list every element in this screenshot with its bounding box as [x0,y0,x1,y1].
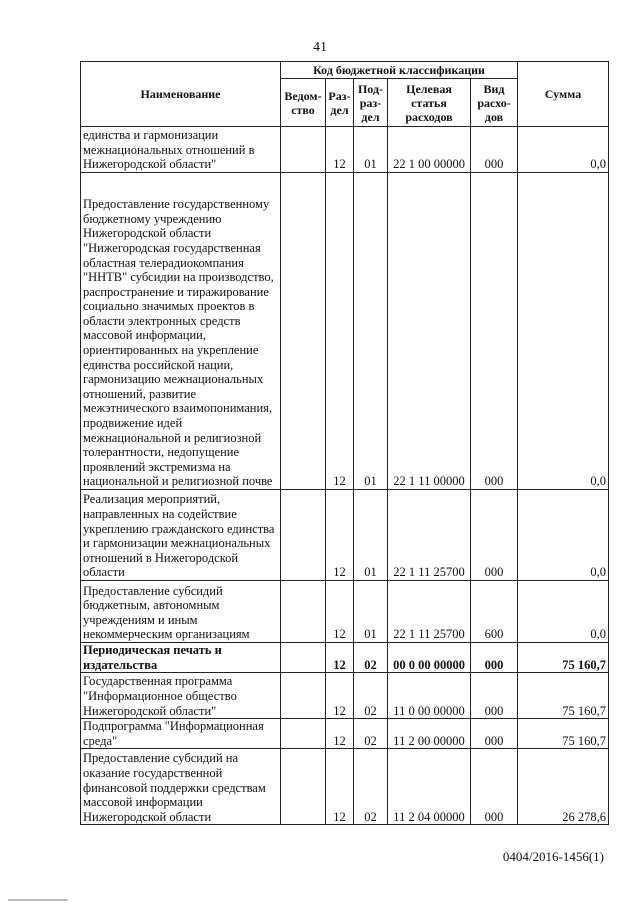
table-row [81,749,609,825]
department-cell [281,749,326,825]
expense-type-cell: 000 [471,719,518,749]
section-cell: 12 [326,719,354,749]
table-row [81,173,609,490]
header-subsection: Под- раз- дел [354,79,388,127]
target-cell: 00 0 00 00000 [388,643,471,673]
name-cell: Предоставление государственному бюджетному учреждению Нижегородской области "Нижегородская государственная областная телерадиокомпания "ННТВ" субсидии на производство, распространение и тиражирование социально значимых проектов в области электронных средств массовой информации, ориентированных на укрепление единства российской нации, гармонизацию межнациональных отношений, развитие межэтнического взаимопонимания, продвижение идей межнациональной и религиозной толерантности, недопущение проявлений экстремизма на национальной и религиозной почве [81,173,281,490]
subsection-cell: 02 [354,673,388,719]
table-body [81,127,609,825]
subsection-cell: 01 [354,581,388,643]
header-sum: Сумма [518,62,609,127]
header-budget-code: Код бюджетной классификации [281,62,518,79]
section-cell: 12 [326,127,354,173]
page-number: 41 [313,40,327,55]
target-cell: 11 0 00 00000 [388,673,471,719]
table-row [81,673,609,719]
document-number: 0404/2016-1456(1) [502,849,604,864]
header-target: Целевая статья расходов [388,79,471,127]
department-cell [281,173,326,490]
expense-type-cell: 000 [471,749,518,825]
subsection-cell: 02 [354,643,388,673]
name-cell: Предоставление субсидий бюджетным, автономным учреждениям и иным некоммерческим организациям [81,581,281,643]
sum-cell: 0,0 [518,581,609,643]
section-cell: 12 [326,643,354,673]
expense-type-cell: 600 [471,581,518,643]
header-name: Наименование [81,62,281,127]
section-cell: 12 [326,749,354,825]
name-cell: Периодическая печать и издательства [81,643,281,673]
target-cell: 22 1 11 25700 [388,490,471,581]
subsection-cell: 02 [354,719,388,749]
expense-type-cell: 000 [471,127,518,173]
table-row [81,719,609,749]
section-cell: 12 [326,673,354,719]
table-row [81,581,609,643]
expense-type-cell: 000 [471,643,518,673]
budget-table [80,61,609,825]
expense-type-cell: 000 [471,173,518,490]
sum-cell: 26 278,6 [518,749,609,825]
name-cell: Предоставление субсидий на оказание государственной финансовой поддержки средствам массовой информации Нижегородской области [81,749,281,825]
sum-cell: 75 160,7 [518,719,609,749]
department-cell [281,490,326,581]
expense-type-cell: 000 [471,673,518,719]
department-cell [281,719,326,749]
name-cell: Подпрограмма "Информационная среда" [81,719,281,749]
target-cell: 22 1 11 25700 [388,581,471,643]
name-cell: Государственная программа "Информационное общество Нижегородской области" [81,673,281,719]
subsection-cell: 01 [354,173,388,490]
department-cell [281,673,326,719]
subsection-cell: 01 [354,127,388,173]
header-department: Ведом- ство [281,79,326,127]
header-expense-type: Вид расхо- дов [471,79,518,127]
target-cell: 11 2 04 00000 [388,749,471,825]
section-cell: 12 [326,173,354,490]
expense-type-cell: 000 [471,490,518,581]
department-cell [281,643,326,673]
name-cell: Реализация мероприятий, направленных на содействие укреплению гражданского единства и гармонизации межнациональных отношений в Нижегородской области [81,490,281,581]
sum-cell: 75 160,7 [518,673,609,719]
target-cell: 22 1 11 00000 [388,173,471,490]
subsection-cell: 02 [354,749,388,825]
subsection-cell: 01 [354,490,388,581]
section-cell: 12 [326,581,354,643]
header-section: Раз- дел [326,79,354,127]
sum-cell: 0,0 [518,173,609,490]
name-cell: единства и гармонизации межнациональных отношений в Нижегородской области" [81,127,281,173]
table-row [81,127,609,173]
table-row [81,643,609,673]
target-cell: 11 2 00 00000 [388,719,471,749]
department-cell [281,581,326,643]
scan-edge-mark [8,899,68,901]
sum-cell: 75 160,7 [518,643,609,673]
table-row [81,490,609,581]
section-cell: 12 [326,490,354,581]
target-cell: 22 1 00 00000 [388,127,471,173]
sum-cell: 0,0 [518,127,609,173]
department-cell [281,127,326,173]
sum-cell: 0,0 [518,490,609,581]
